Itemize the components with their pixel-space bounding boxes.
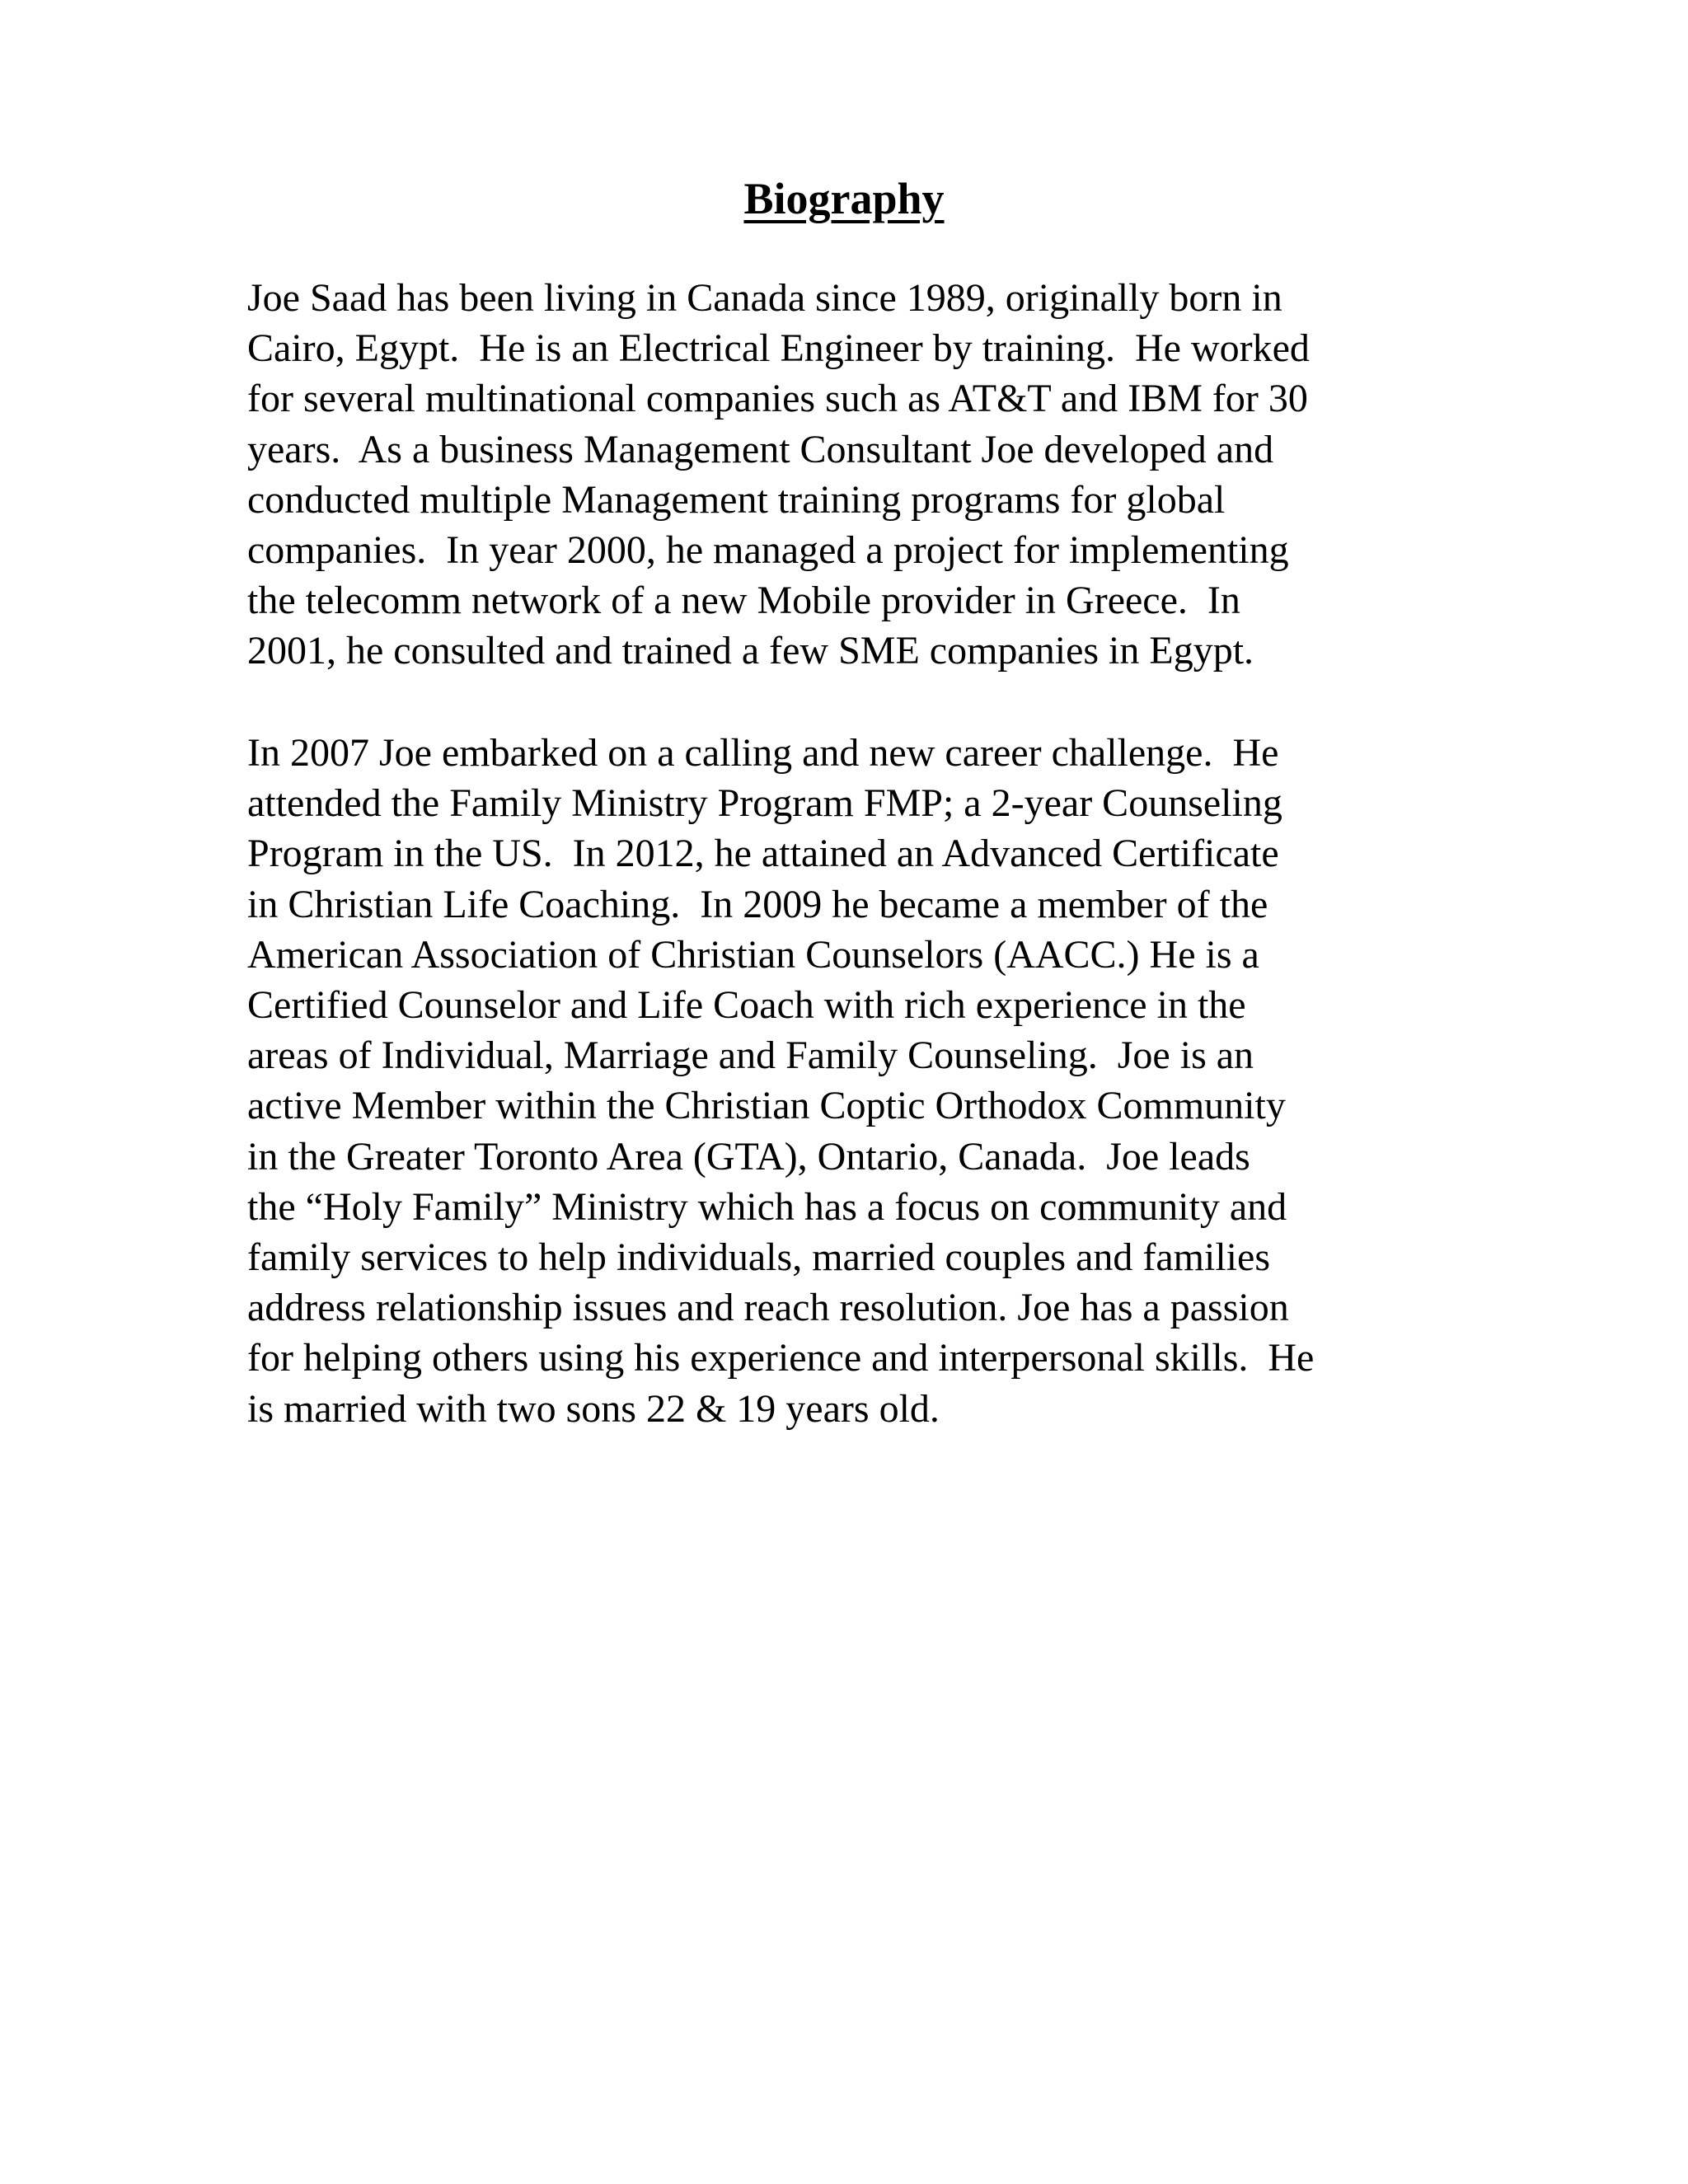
biography-paragraph-2 (247, 728, 1451, 1434)
document-title: Biography (743, 174, 945, 223)
paragraph-line: for helping others using his experience and interpersonal skills. He (247, 1336, 1315, 1380)
paragraph-line: Cairo, Egypt. He is an Electrical Engineer by training. He worked (247, 326, 1310, 371)
paragraph-line: in the Greater Toronto Area (GTA), Ontario, Canada. Joe leads (247, 1134, 1250, 1179)
paragraph-line: address relationship issues and reach resolution. Joe has a passion (247, 1286, 1289, 1330)
paragraph-line: family services to help individuals, married couples and families (247, 1235, 1270, 1280)
paragraph-line: is married with two sons 22 & 19 years old. (247, 1386, 940, 1431)
paragraph-line: 2001, he consulted and trained a few SME companies in Egypt. (247, 629, 1254, 673)
paragraph-line: years. As a business Management Consultant Joe developed and (247, 427, 1274, 471)
paragraph-line: for several multinational companies such as AT&T and IBM for 30 (247, 377, 1308, 421)
paragraph-line: attended the Family Ministry Program FMP; a 2-year Counseling (247, 781, 1282, 826)
paragraph-line: active Member within the Christian Coptic Orthodox Community (247, 1084, 1286, 1128)
paragraph-line: American Association of Christian Counselors (AACC.) He is a (247, 932, 1259, 977)
paragraph-line: In 2007 Joe embarked on a calling and new career challenge. He (247, 731, 1279, 775)
paragraph-line: the “Holy Family” Ministry which has a focus on community and (247, 1184, 1287, 1229)
paragraph-line: companies. In year 2000, he managed a project for implementing (247, 528, 1289, 573)
paragraph-line: areas of Individual, Marriage and Family Counseling. Joe is an (247, 1033, 1254, 1078)
paragraph-line: Certified Counselor and Life Coach with rich experience in the (247, 983, 1246, 1028)
paragraph-line: Joe Saad has been living in Canada since 1989, originally born in (247, 276, 1282, 320)
paragraph-line: in Christian Life Coaching. In 2009 he became a member of the (247, 882, 1268, 926)
paragraph-line: Program in the US. In 2012, he attained an Advanced Certificate (247, 832, 1279, 876)
paragraph-line: conducted multiple Management training programs for global (247, 477, 1226, 522)
paragraph-line: the telecomm network of a new Mobile provider in Greece. In (247, 579, 1240, 623)
biography-paragraph-1 (247, 273, 1451, 677)
